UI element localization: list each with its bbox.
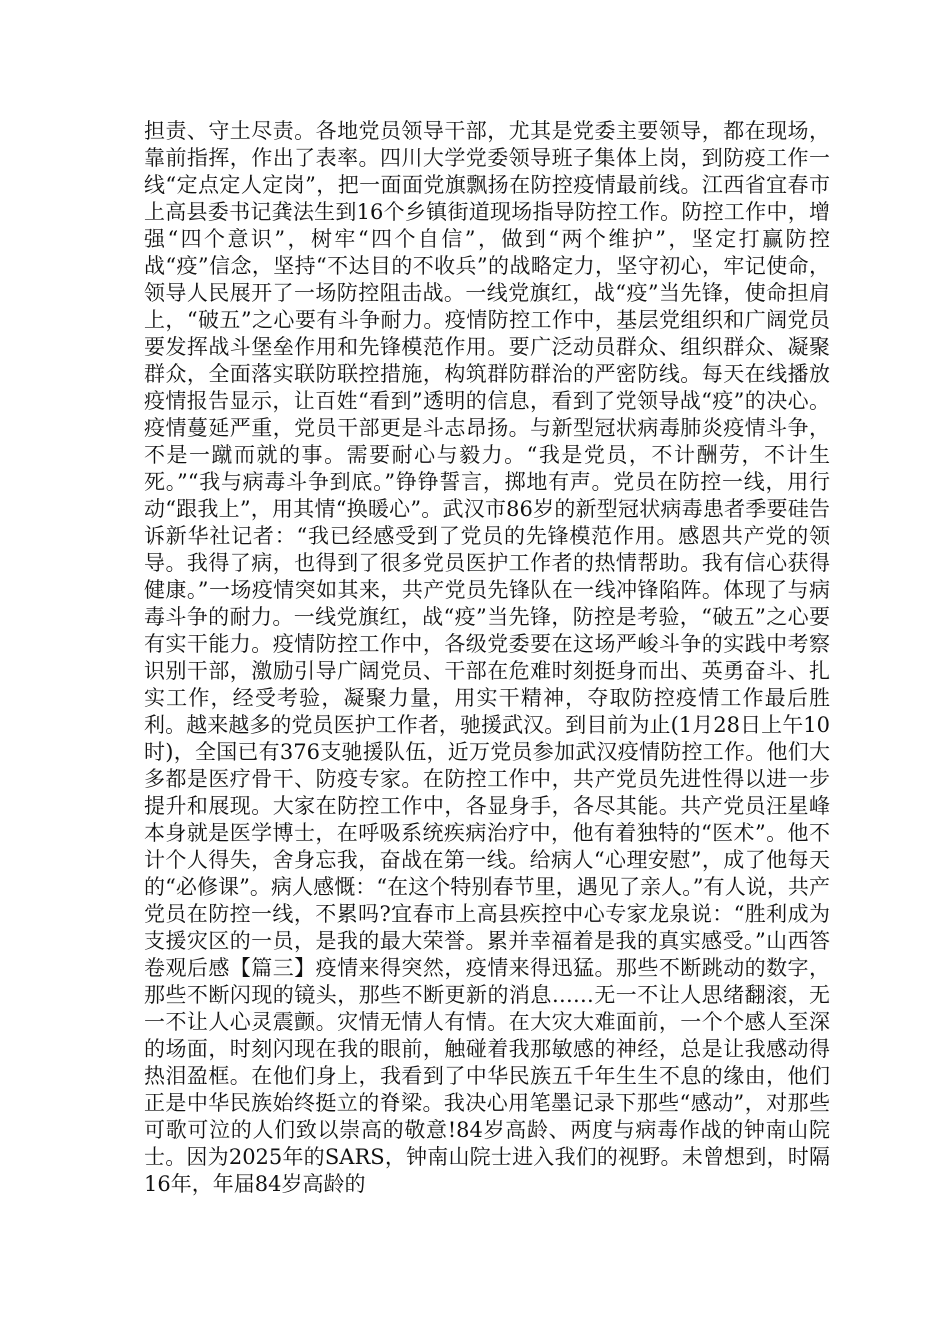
body-paragraph: 担责、守土尽责。各地党员领导干部，尤其是党委主要领导，都在现场，靠前指挥，作出了表率。四川大学党委领导班子集体上岗，到防疫工作一线“定点定人定岗”，把一面面党旗飘扬在防控疫情最前线。江西省宜春市上高县委书记龚法生到16个乡镇街道现场指导防控工作。防控工作中，增强“四个意识”，树牢“四个自信”，做到“两个维护”，坚定打赢防控战“疫”信念，坚持“不达目的不收兵”的战略定力，坚守初心，牢记使命，领导人民展开了一场防控阻击战。一线党旗红，战“疫”当先锋，使命担肩上，“破五”之心要有斗争耐力。疫情防控工作中，基层党组织和广阔党员要发挥战斗堡垒作用和先锋模范作用。要广泛动员群众、组织群众、凝聚群众，全面落实联防联控措施，构筑群防群治的严密防线。每天在线播放疫情报告显示，让百姓“看到”透明的信息，看到了党领导战“疫”的决心。疫情蔓延严重，党员干部更是斗志昂扬。与新型冠状病毒肺炎疫情斗争，不是一蹴而就的事。需要耐心与毅力。“我是党员，不计酬劳，不计生死。”“我与病毒斗争到底。”铮铮誓言，掷地有声。党员在防控一线，用行动“跟我上”，用其情“换暖心”。武汉市86岁的新型冠状病毒患者季要硅告诉新华社记者：“我已经感受到了党员的先锋模范作用。感恩共产党的领导。我得了病，也得到了很多党员医护工作者的热情帮助。我有信心获得健康。”一场疫情突如其来，共产党员先锋队在一线冲锋陷阵。体现了与病毒斗争的耐力。一线党旗红，战“疫”当先锋，防控是考验，“破五”之心要有实干能力。疫情防控工作中，各级党委要在这场严峻斗争的实践中考察识别干部，激励引导广阔党员、干部在危难时刻挺身而出、英勇奋斗、扎实工作，经受考验，凝聚力量，用实干精神，夺取防控疫情工作最后胜利。越来越多的党员医护工作者，驰援武汉。到目前为止(1月28日上午10时)，全国已有376支驰援队伍，近万党员参加武汉疫情防控工作。他们大多都是医疗骨干、防疫专家。在防控工作中，共产党员先进性得以进一步提升和展现。大家在防控工作中，各显身手，各尽其能。共产党员汪星峰本身就是医学博士，在呼吸系统疾病治疗中，他有着独特的“医术”。他不计个人得失，舍身忘我，奋战在第一线。给病人“心理安慰”，成了他每天的“必修课”。病人感慨：“在这个特别春节里，遇见了亲人。”有人说，共产党员在防控一线，不累吗?宜春市上高县疾控中心专家龙泉说：“胜利成为支援灾区的一员，是我的最大荣誉。累并幸福着是我的真实感受。”山西答卷观后感【篇三】疫情来得突然，疫情来得迅猛。那些不断跳动的数字，那些不断闪现的镜头，那些不断更新的消息……无一不让人思绪翻滚，无一不让人心灵震颤。灾情无情人有情。在大灾大难面前，一个个感人至深的场面，时刻闪现在我的眼前，触碰着我那敏感的神经，总是让我感动得热泪盈框。在他们身上，我看到了中华民族五千年生生不息的缘由，他们正是中华民族始终挺立的脊梁。我决心用笔墨记录下那些“感动”，对那些可歌可泣的人们致以崇高的敬意!84岁高龄、两度与病毒作战的钟南山院士。因为2025年的SARS，钟南山院士进入我们的视野。未曾想到，时隔16年，年届84岁高龄的 — [144, 119, 830, 1196]
document-page — [144, 118, 830, 1268]
